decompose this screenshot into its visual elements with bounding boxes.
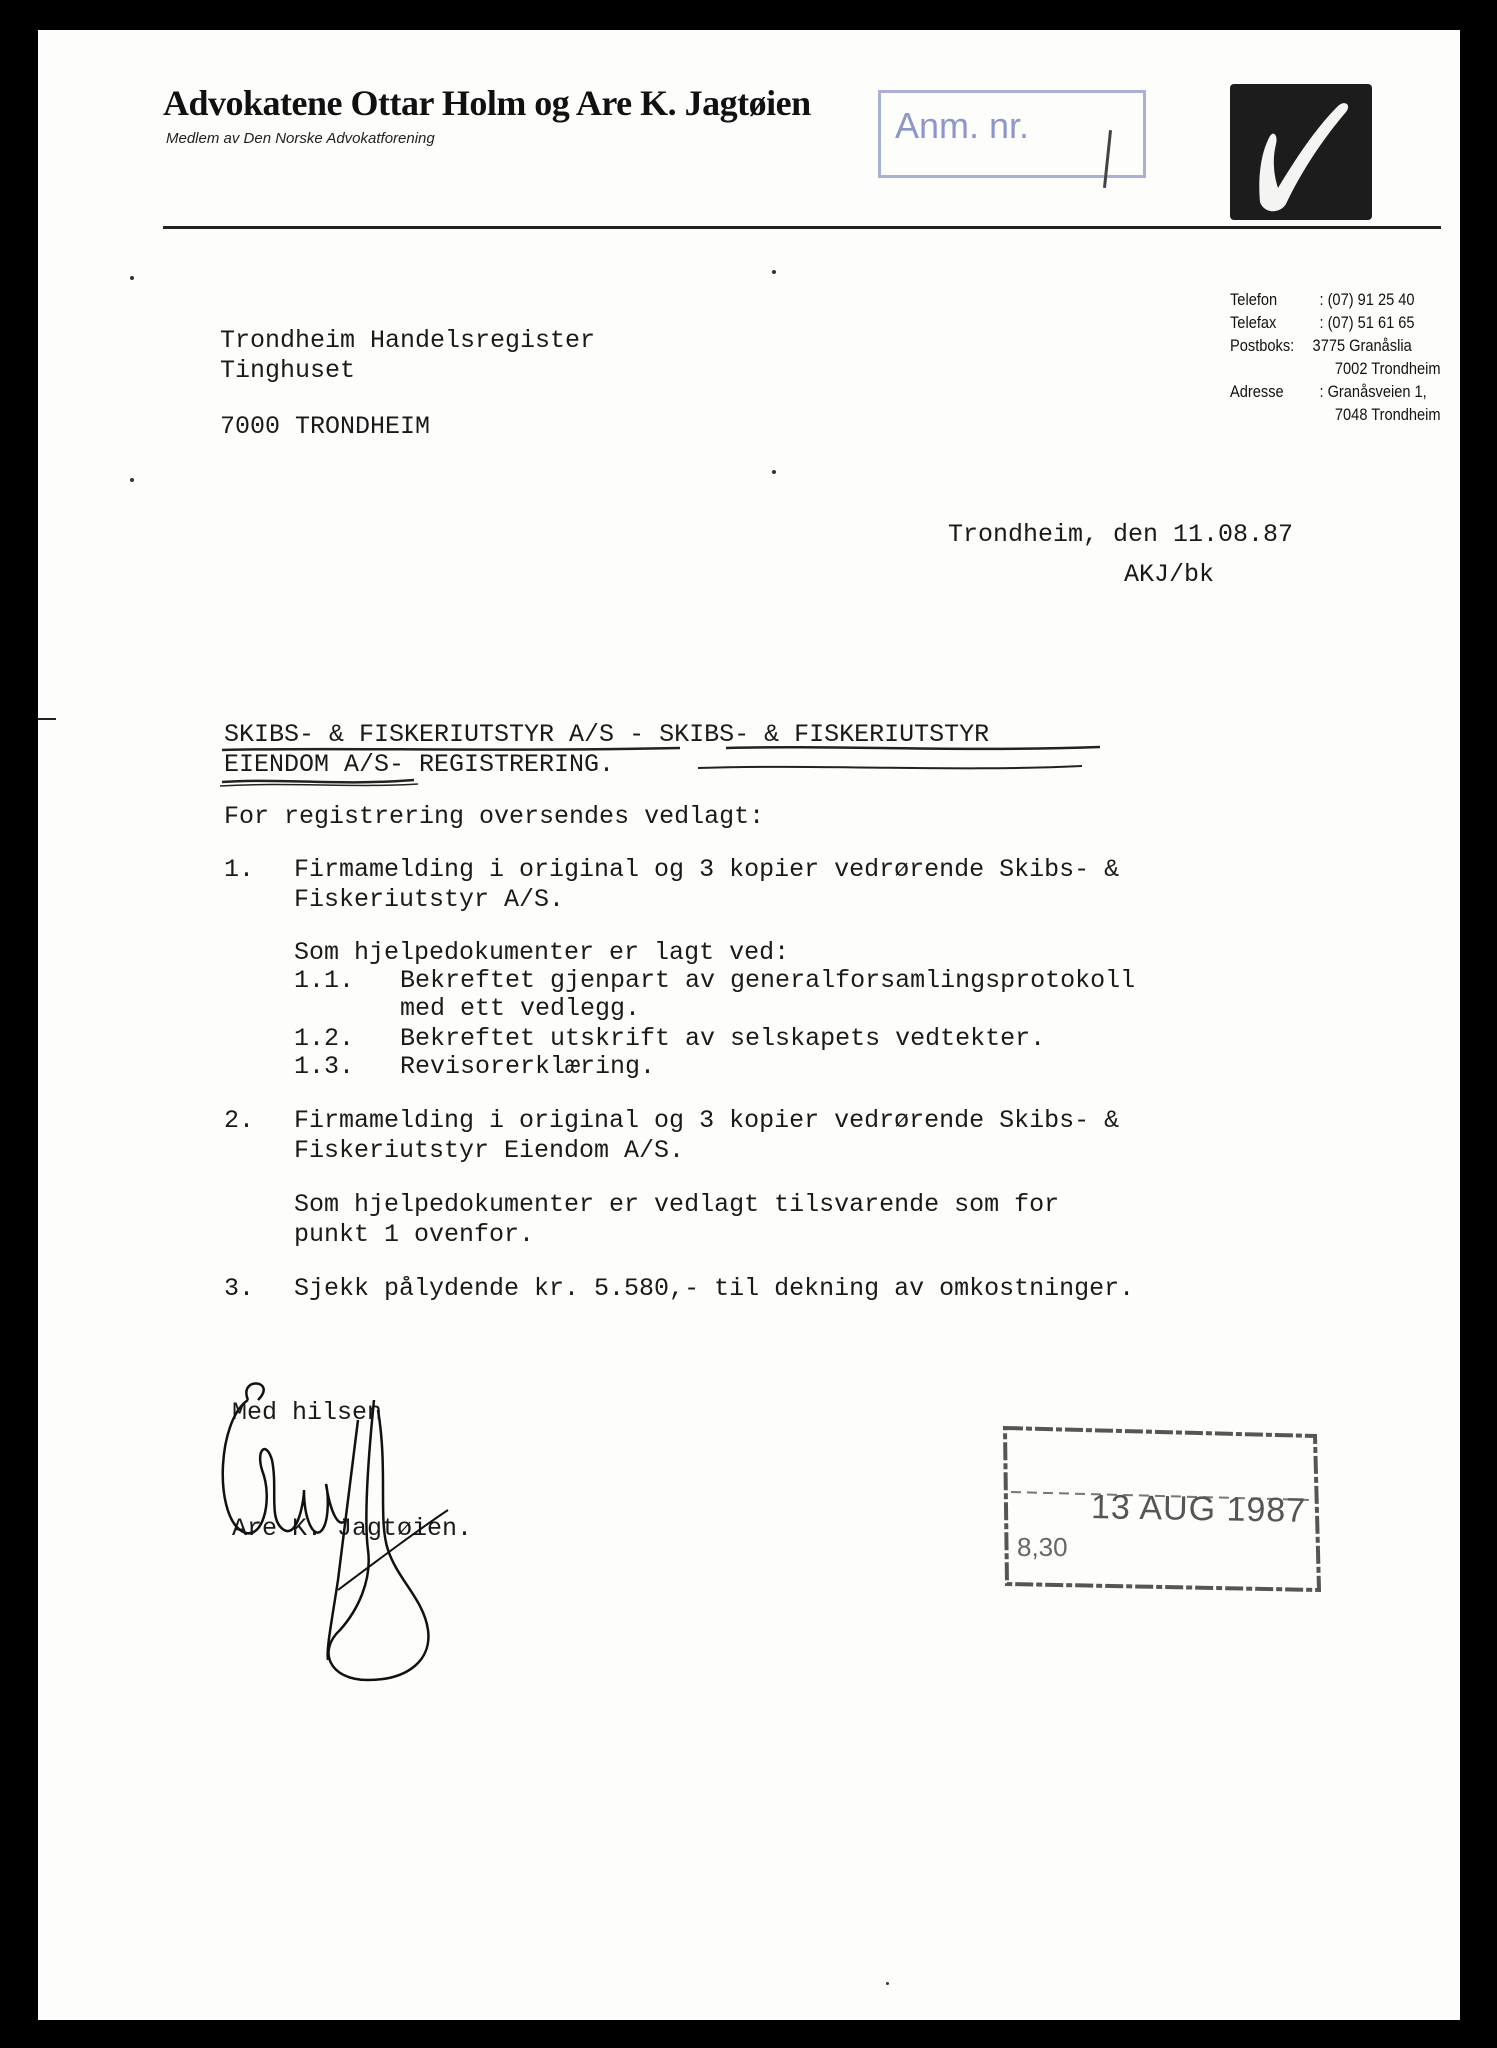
subject-line-1: SKIBS- & FISKERIUTSTYR A/S - SKIBS- & FISKERIUTSTYR (224, 720, 990, 749)
item-2-help-line-1: Som hjelpedokumenter er vedlagt tilsvarende som for (294, 1190, 1060, 1219)
item-2-help-line-2: punkt 1 ovenfor. (294, 1220, 535, 1249)
punch-dot (130, 276, 134, 280)
item-1-line-2: Fiskeriutstyr A/S. (294, 885, 565, 914)
annotation-number-box: Anm. nr. (878, 90, 1146, 178)
sub-1-line-1: Bekreftet gjenpart av generalforsamlingsprotokoll (400, 966, 1136, 995)
reference: AKJ/bk (1124, 560, 1215, 589)
item-1-line-1: Firmamelding i original og 3 kopier vedrørende Skibs- & (294, 855, 1120, 884)
po-label: Postboks: (1230, 336, 1295, 355)
subject-line-2: EIENDOM A/S- REGISTRERING. (224, 750, 615, 779)
recipient-line-1: Trondheim Handelsregister (220, 326, 596, 355)
contact-block (1230, 288, 1441, 426)
punch-dot (130, 478, 134, 482)
fold-mark (38, 718, 56, 720)
closing-greeting: Med hilsen (232, 1398, 383, 1427)
received-stamp-date: 13 AUG 1987 (1090, 1488, 1307, 1530)
firm-logo-icon (1230, 84, 1372, 220)
item-2-line-2: Fiskeriutstyr Eiendom A/S. (294, 1136, 685, 1165)
address-value-1: : Granåsveien 1, (1319, 382, 1427, 401)
address-label: Adresse (1230, 382, 1284, 401)
received-stamp-partial: 8,30 (1017, 1532, 1068, 1562)
sub-3-text: Revisorerklæring. (400, 1052, 656, 1081)
fax-label: Telefax (1230, 313, 1277, 332)
item-1-number: 1. (224, 855, 255, 884)
po-value-2: 7002 Trondheim (1334, 359, 1441, 378)
letter-page (38, 30, 1460, 2020)
item-3-text: Sjekk pålydende kr. 5.580,- til dekning av omkostninger. (294, 1274, 1135, 1303)
subject-underline (218, 742, 1108, 790)
punch-dot (772, 270, 776, 274)
punch-dot (886, 1982, 889, 1985)
po-value-1: 3775 Granåslia (1312, 336, 1412, 355)
letterhead-divider (163, 226, 1441, 229)
phone-value: : (07) 91 25 40 (1319, 290, 1415, 309)
phone-label: Telefon (1230, 290, 1278, 309)
signer-name: Are K. Jagtøien. (232, 1514, 473, 1543)
sub-1-line-2: med ett vedlegg. (400, 994, 641, 1023)
sub-2-text: Bekreftet utskrift av selskapets vedtekter. (400, 1024, 1046, 1053)
item-1-help: Som hjelpedokumenter er lagt ved: (294, 938, 790, 967)
received-stamp (1001, 1422, 1321, 1594)
punch-dot (772, 470, 776, 474)
date-line: Trondheim, den 11.08.87 (948, 520, 1294, 549)
handwritten-signature (218, 1380, 548, 1710)
sub-2-number: 1.2. (294, 1024, 355, 1053)
intro-text: For registrering oversendes vedlagt: (224, 802, 765, 831)
fax-value: : (07) 51 61 65 (1319, 313, 1415, 332)
recipient-city: 7000 TRONDHEIM (220, 412, 431, 441)
recipient-line-2: Tinghuset (220, 356, 356, 385)
firm-subtitle: Medlem av Den Norske Advokatforening (166, 130, 435, 147)
address-value-2: 7048 Trondheim (1334, 405, 1441, 424)
item-2-number: 2. (224, 1106, 255, 1135)
item-2-line-1: Firmamelding i original og 3 kopier vedrørende Skibs- & (294, 1106, 1120, 1135)
sub-3-number: 1.3. (294, 1052, 355, 1081)
sub-1-number: 1.1. (294, 966, 355, 995)
item-3-number: 3. (224, 1274, 255, 1303)
firm-name: Advokatene Ottar Holm og Are K. Jagtøien (163, 83, 811, 123)
